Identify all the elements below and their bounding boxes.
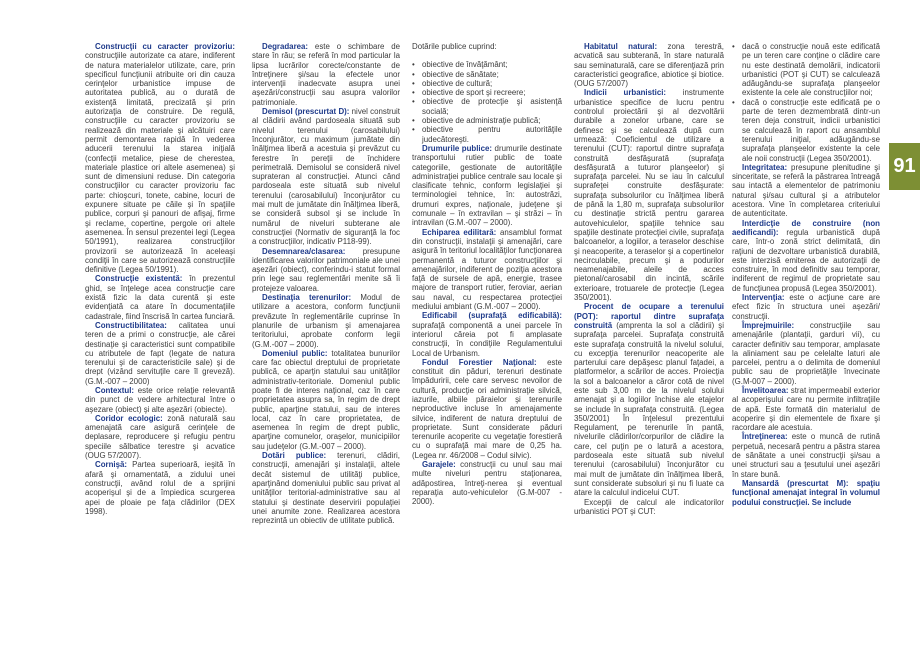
glossary-term: Garajele: <box>422 460 456 470</box>
glossary-term: Intervenţia: <box>742 293 785 303</box>
glossary-entry <box>412 460 562 506</box>
glossary-definition: este o schimbare de stare în rău; se referă în mod particular la lipsa lucrărilor corecte/constante de întreţinere şi/sau la efectele unor intervenţii inadecvate asupra unei aşezări/construcţii sau asupra valorilor patrimoniale. <box>252 42 400 107</box>
glossary-term: Procent de ocupare a terenului (POT): raportul dintre suprafaţa construită <box>574 302 724 330</box>
bullet-item: • obiective de cultură; <box>412 79 562 88</box>
glossary-term: Integritatea: <box>742 162 788 172</box>
glossary-definition: construcţiile sau amenajările (plantaţii, garduri vii), cu caracter definitiv sau temporar, amplasate la aliniament sau pe celelalte laturi ale parcelei, pentru a o delimita de domeniul public sau de proprietăţile învecinate (G.M-007 – 2000). <box>732 320 880 386</box>
glossary-term: Domeniul public: <box>262 348 328 358</box>
public-facilities-list <box>412 60 562 144</box>
glossary-column-1 <box>85 42 235 516</box>
glossary-definition: construcţii cu unul sau mai multe niveluri pentru staţionarea, adăpostirea, întreţi-nerea şi eventual reparaţia auto-vehiculelor (G.M-007 - 2000). <box>412 460 562 507</box>
glossary-definition: instrumente urbanistice specifice de lucru pentru controlul proiectării şi al dezvoltării durabile a zonelor urbane, care se definesc şi se calculează după cum urmează: Coeficientul de utilizare a terenului (CUT): raportul dintre suprafaţa construită desfăşurată (suprafaţa desfăşurată a tuturor planşeelor) şi suprafaţa parcelei. Nu se iau în calculul suprafeţei construite desfăşurate: suprafaţa subsolurilor cu înălţimea liberă de până la 1,80 m, suprafaţa subsolurilor cu destinaţie strictă pentru gararea autovehiculelor, spaţiile tehnice sau spaţiile destinate protecţiei civile, suprafaţa balcoanelor, a logiilor, a teraselor deschise şi neacoperite, a teraselor şi a copertinelor necirculabile, precum şi a podurilor neamenajabile, aleile de acces pietonal/carosabil din incintă, scările exterioare, trotuarele de protecţie (Legea 350/2001). <box>574 88 725 303</box>
bullet-item: • obiective de administraţie publică; <box>412 116 562 125</box>
glossary-entry <box>574 42 724 88</box>
glossary-entry <box>732 479 880 507</box>
bullet-item: • obiective pentru autorităţile judecătoreşti. <box>412 125 562 144</box>
glossary-term: Drumurile publice: <box>422 143 493 153</box>
glossary-term: Construcţie existentă: <box>95 274 183 284</box>
glossary-entry <box>574 88 724 302</box>
glossary-column-5 <box>732 42 880 507</box>
glossary-term: Demisol (prescurtat D): <box>262 107 350 117</box>
glossary-entry <box>252 107 400 246</box>
glossary-entry <box>85 42 235 274</box>
glossary-entry <box>412 144 562 228</box>
glossary-term: Fondul Forestier Naţional: <box>422 357 537 367</box>
glossary-definition: Partea superioară, ieşită în afară şi ornamentată, a zidului unei construcţii, având rolul de a sprijini acoperişul şi de a împiedica scurgerea apei de ploaie pe faţa clădirilor (DEX 1998). <box>85 460 235 516</box>
glossary-entry <box>412 358 562 460</box>
glossary-definition: presupune identificarea valorilor patrimoniale ale unei aşezări (obiect), conferindu-i statut formal prin lege sau reglementări menite să îi protejeze valoarea. <box>252 246 400 293</box>
glossary-definition: suprafaţă componentă a unei parcele în interiorul căreia pot fi amplasate construcţii, în condiţiile Regulamentului Local de Urbanism. <box>412 320 562 358</box>
calculation-exceptions-list <box>732 42 880 163</box>
glossary-entry <box>574 498 724 517</box>
glossary-definition: presupune plenitudine şi sinceritate, se referă la păstrarea întreagă sau intactă a elementelor de patrimoniu natural şi/sau cultural şi a atributelor acestora. Vine în completarea criteriului de autenticitate. <box>732 162 880 219</box>
glossary-entry <box>732 386 880 432</box>
glossary-column-2 <box>252 42 400 525</box>
glossary-column-3-entries <box>412 144 562 507</box>
glossary-entry <box>574 302 724 497</box>
glossary-column-3 <box>412 42 562 507</box>
glossary-term: Cornişă: <box>95 460 128 470</box>
glossary-column-4 <box>574 42 724 516</box>
glossary-term: Dotări publice: <box>262 451 327 461</box>
glossary-entry <box>85 321 235 386</box>
glossary-entry <box>252 451 400 525</box>
glossary-term: Indicii urbanistici: <box>584 88 667 98</box>
glossary-entry <box>252 349 400 451</box>
glossary-entry <box>252 42 400 107</box>
bullet-item: • obiective de învăţământ; <box>412 60 562 69</box>
page-number: 91 <box>893 155 916 177</box>
glossary-definition: este o acţiune care are efect fizic în structura unei aşezări/ construcţii. <box>732 293 880 321</box>
bullet-item: • obiective de sănătate; <box>412 70 562 79</box>
glossary-term: Habitatul natural: <box>584 42 658 51</box>
glossary-definition: zona terestră, acvatică sau subterană, în stare naturală sau seminaturală, care se diferenţiază prin caracteristici geografice, abiotice şi biotice. (OUG 57/2007) <box>574 42 724 89</box>
glossary-definition: Modul de utilizare a acestora, conform funcţiunii prevăzute în reglementările cuprinse în planurile de urbanism şi amenajarea teritoriului, aprobate conform legii (G.M.-007 – 2000). <box>252 293 400 349</box>
glossary-entry <box>412 228 562 312</box>
glossary-definition: nivel construit al clădirii având pardoseala situată sub nivelul terenului (carosabilului) înconjurător, cu maximum jumătate din înălţimea liberă a acestuia şi prevăzut cu ferestre în pereţii de închidere perimetrală. Demisolul se consideră nivel suprateran al construcţiei. Atunci când pardoseala este situată sub nivelul terenului (carosabilului) înconjurător cu mai mult de jumătate din înălţimea liberă, se consideră subsol şi se include în numărul de niveluri subterane ale construcţiei (Normativ de siguranţă la foc a construcţiilor, indicativ P118-99). <box>252 107 400 247</box>
glossary-definition: totalitatea bunurilor care fac obiectul dreptului de proprietate publică, ce aparţin statului sau unităţilor administrativ-teritoriale. Domeniul public poate fi de interes naţional, caz în care proprietatea asupra sa, în regim de drept public, aparţine statului, sau de interes local, caz în care proprietatea, de asemenea în regim de drept public, aparţine comunelor, oraşelor, municipiilor sau judeţelor (G.M.-007 – 2000). <box>252 348 400 451</box>
glossary-entry <box>85 274 235 320</box>
glossary-term: Echiparea edilitară: <box>422 227 497 237</box>
glossary-definition: este constituit din păduri, terenuri destinate împăduririi, cele care servesc nevoilor de cultură, producţie ori administraţie silvică, iazurile, albiile pâraielor şi terenurile neproductive incluse în amenajamente silvice, indiferent de natura dreptului de proprietate. Sunt considerate păduri terenurile acoperite cu vegetaţie forestieră cu o suprafaţă mai mare de 0,25 ha. (Legea nr. 46/2008 – Codul silvic). <box>412 357 562 460</box>
glossary-definition: este o muncă de rutină perpetuă, necesară pentru a păstra starea de sănătate a unei construcţii şi/sau a unei structuri sau a ţesutului unei aşezări în stare bună. <box>732 432 880 479</box>
glossary-entry <box>732 163 880 219</box>
glossary-term: Mansardă (prescurtat M): spaţiu funcţional amenajat integral în volumul podului construcţiei. Se include <box>732 478 880 507</box>
glossary-definition: terenuri, clădiri, construcţii, amenajări şi instalaţii, altele decât sistemul de utilităţi publice, aparţinând domeniului public sau privat al unităţilor teritorial-administrative sau al statului şi destinate deservirii populaţiei unei anumite zone. Realizarea acestora reprezintă un obiectiv de utilitate publică. <box>252 451 400 526</box>
glossary-term: Desemnarea/clasarea: <box>262 246 346 256</box>
bullet-item: • dacă o construcţie este edificată pe o parte de teren dezmembrată dintr-un teren deja construit, indicii urbanistici se calculează în raport cu ansamblul terenului iniţial, adăugându-se suprafaţa planşeelor existente la cele ale noii construcţii (Legea 350/2001). <box>732 98 880 163</box>
page-number-tab <box>889 143 920 190</box>
glossary-term: Coridor ecologic: <box>95 413 163 423</box>
glossary-entry <box>732 432 880 478</box>
glossary-term: Constructibilitatea: <box>95 320 167 330</box>
glossary-entry <box>252 293 400 349</box>
glossary-term: Contextul: <box>95 385 135 395</box>
bullet-item: • dacă o construcţie nouă este edificată pe un teren care conţine o clădire care nu este destinată demolării, indicatorii urbanistici (POT şi CUT) se calculează adăugându-se suprafaţa planşeelor existente la cele ale construcţiilor noi; <box>732 42 880 98</box>
glossary-entry <box>85 460 235 516</box>
glossary-column-5-entries <box>732 163 880 507</box>
glossary-entry <box>732 219 880 293</box>
glossary-entry <box>85 414 235 460</box>
glossary-term: Învelitoarea: <box>742 385 789 395</box>
glossary-definition: ansamblul format din construcţii, instalaţii şi amenajări, care asigură în teritoriul localităţilor funcţionarea permanentă a tuturor construcţiilor şi amenajărilor, indiferent de poziţia acestora faţă de sursele de apă, energie, trasee majore de transport rutier, feroviar, aerian sau naval, cu respectarea protecţiei mediului ambiant (G.M.-007 – 2000). <box>412 227 562 312</box>
glossary-definition: zonă naturală sau amenajată care asigură cerinţele de deplasare, reproducere şi refugiu pentru speciile sălbatice terestre şi acvatice (OUG 57/2007). <box>85 413 235 461</box>
glossary-definition: în prezentul ghid, se înţelege acea construcţie care există fizic la data curentă şi este evidenţiată ca atare în documentaţiile cadastrale, fiind înscrisă în cartea funciară. <box>85 274 235 321</box>
glossary-definition: este orice relaţie relevantă din punct de vedere arhitectural între o aşezare (obiect) şi alte aşezări (obiecte). <box>85 385 235 414</box>
glossary-term: Interdicţie de construire (non aedificandi): <box>732 218 880 237</box>
glossary-definition: (amprenta la sol a clădirii) şi suprafaţa parcelei. Suprafaţa construită este suprafaţa construită la nivelul solului, cu excepţia terenurilor neacoperite ale parterului care depăşesc planul faţadei, a platformelor, a scărilor de acces. Proiecţia la sol a balcoanelor a căror cotă de nivel este sub 3,00 m de la nivelul solului amenajat şi a logiilor închise ale etajelor se include în suprafaţa construită. (Legea 350/2001) În înţelesul prezentului Regulament, pe terenurile în pantă, nivelurile clădirilor/corpurilor de clădire la care, cel puţin pe o latură a acestora, pardoseala este situată sub nivelul terenului (carosabilului) înconjurător cu mai mult de jumătate din înălţimea liberă, sunt considerate subsoluri şi nu fi luate ca atare la calculul indicelui CUT. <box>574 320 724 498</box>
glossary-definition: calitatea unui teren de a primi o construcţie, ale cărei destinaţie şi caracteristici sunt compatibile cu atributele de fapt (legate de natura terenului şi de caracteristicile sale) şi de drept (vizând servituţile care îl greveză). (G.M.-007 – 2000) <box>85 320 235 386</box>
glossary-entry <box>85 386 235 414</box>
glossary-entry <box>412 311 562 357</box>
glossary-entry <box>252 247 400 293</box>
glossary-term: Destinaţia terenurilor: <box>262 293 352 303</box>
glossary-entry <box>732 293 880 321</box>
glossary-definition: drumurile destinate transportului rutier public de toate categoriile, gestionate de autorităţile administraţiei publice centrale sau locale şi clasificate tehnic, conform legislaţiei şi terminologiei tehnice, în: autostrăzi, drumuri expres, naţionale, judeţene şi comunale – în extravilan – şi străzi – în intravilan (G.M.-007 – 2000). <box>412 143 562 228</box>
bullet-item: • obiective de sport şi recreere; <box>412 88 562 97</box>
glossary-term: Edificabil (suprafaţă edificabilă): <box>422 311 562 321</box>
glossary-definition: construcţiile autorizate ca atare, indiferent de natura materialelor utilizate, care, prin specificul funcţiunii atribuite ori din cauza cerinţelor urbanistice impuse de autoritatea publică, au o durată de existenţă limitată, precizată şi prin autorizaţia de construire. De regulă, construcţiile cu caracter provizoriu se realizează din materiale şi alcătuiri care permit demontarea rapidă în vederea aducerii terenului la starea iniţială (confecţii metalice, piese de cherestea, materiale plastice ori altele asemenea) şi sunt de dimensiuni reduse. Din categoria construcţiilor cu caracter provizoriu fac parte: chioşcuri, tonete, cabine, locuri de expunere situate pe căile şi în spaţiile publice, corpuri şi panouri de afişaj, firme şi reclame, copertine, pergole ori altele asemenea. În sensul prezentei legi (Legea 50/1991), realizarea construcţiilor provizorii se autorizează în aceleaşi condiţii în care se autorizează construcţiile definitive (Legea 50/1991). <box>85 51 235 275</box>
glossary-definition: strat impermeabil exterior al acoperişului care nu permite infiltraţiile de apă. Este formată din materialul de acoperire şi din elementele de fixare şi racordare ale acestuia. <box>732 385 880 433</box>
glossary-term: Întreţinerea: <box>742 432 788 442</box>
glossary-definition: Excepţii de calcul ale indicatorilor urbanistici POT şi CUT: <box>574 497 724 516</box>
bullet-item: • obiective de protecţie şi asistenţă socială; <box>412 97 562 116</box>
glossary-entry <box>732 321 880 386</box>
glossary-definition: regula urbanistică după care, într-o zonă strict delimitată, din raţiuni de dezvoltare urbanistică durabilă, este interzisă emiterea de autorizaţii de construire, în mod definitiv sau temporar, indiferent de regimul de proprietate sau de funcţiunea propusă (Legea 350/2001). <box>732 227 880 293</box>
public-facilities-intro: Dotările publice cuprind: <box>412 42 497 51</box>
glossary-term: Degradarea: <box>262 42 309 51</box>
glossary-term: Împrejmuirile: <box>742 320 795 330</box>
glossary-term: Construcţii cu caracter provizoriu: <box>95 42 235 51</box>
